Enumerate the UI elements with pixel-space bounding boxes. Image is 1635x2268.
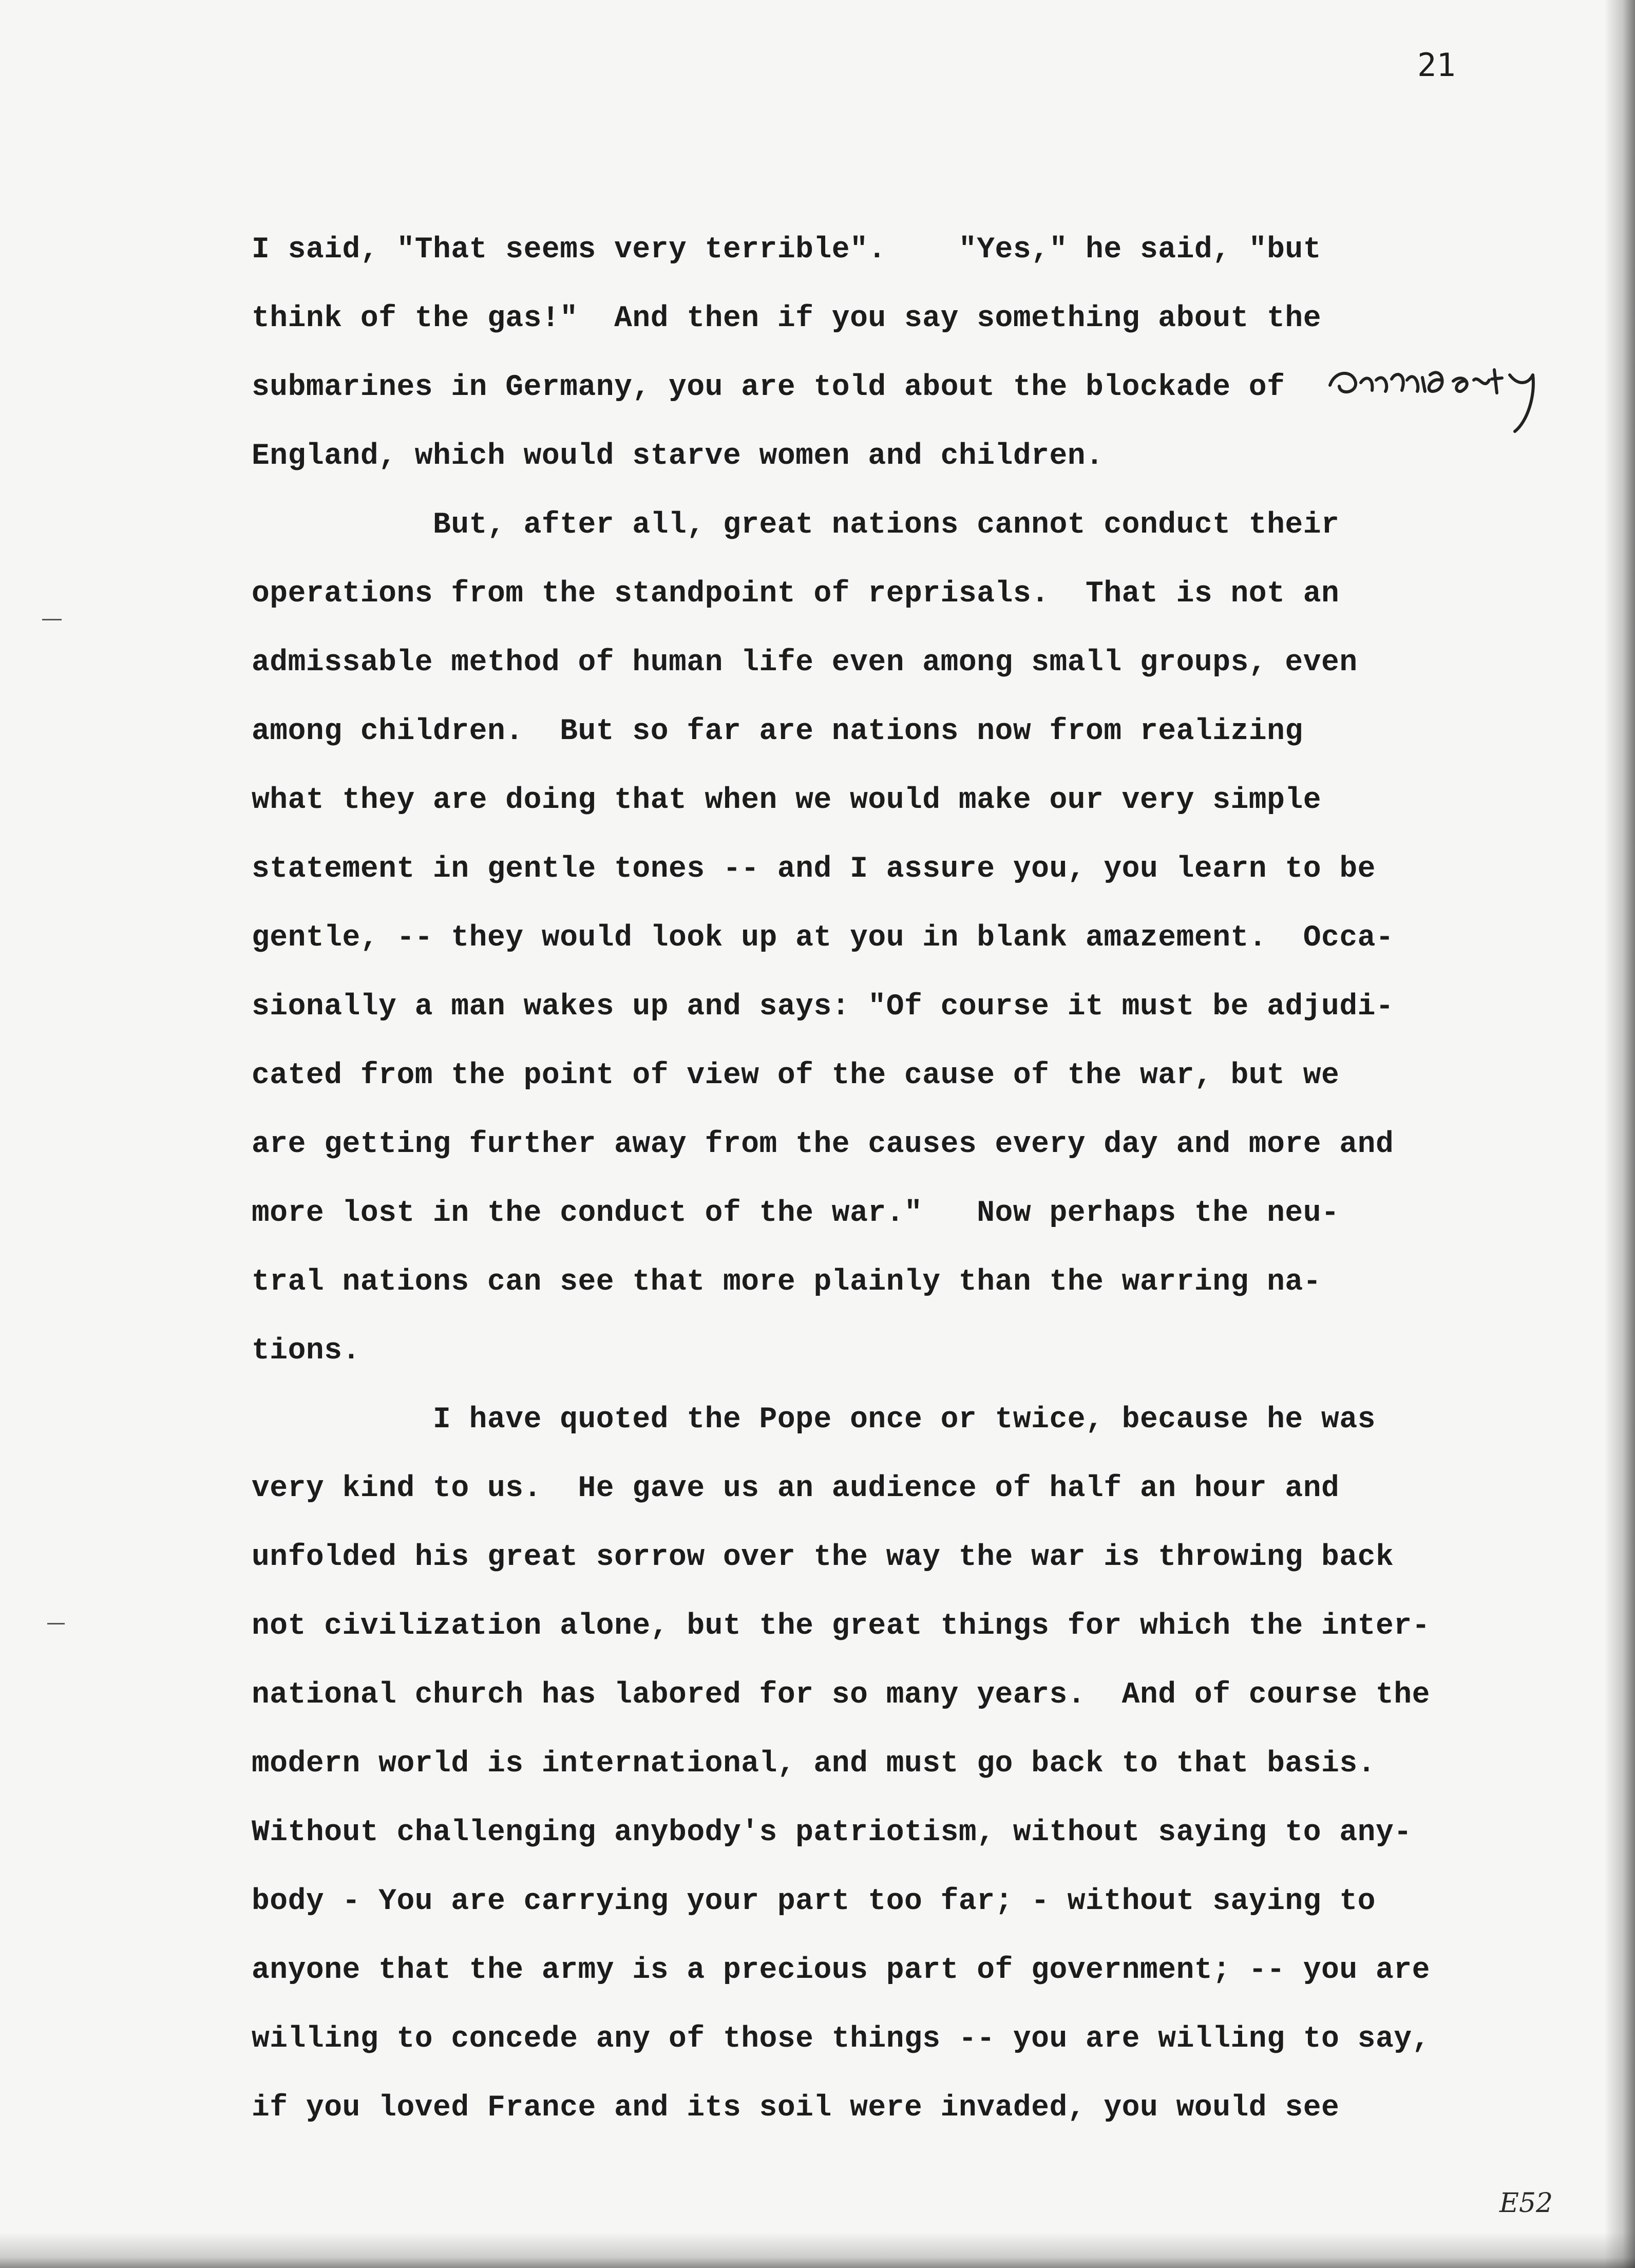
margin-mark (42, 619, 62, 620)
text-line: submarines in Germany, you are told about the blockade of (252, 371, 1285, 404)
text-line: body - You are carrying your part too far; - without saying to (252, 1885, 1376, 1918)
text-line: what they are doing that when we would make our very simple (252, 784, 1322, 817)
text-line: I said, "That seems very terrible". "Yes," he said, "but (252, 233, 1322, 267)
text-line: anyone that the army is a precious part of government; -- you are (252, 1954, 1430, 1987)
text-line: England, which would starve women and children. (252, 440, 1104, 473)
typed-body-text (252, 216, 1525, 2143)
text-line: modern world is international, and must go back to that basis. (252, 1747, 1376, 1781)
text-line: willing to concede any of those things -- you are willing to say, (252, 2023, 1430, 2056)
text-line: I have quoted the Pope once or twice, because he was (252, 1403, 1376, 1437)
text-line: very kind to us. He gave us an audience of half an hour and (252, 1472, 1340, 1505)
margin-mark (47, 1623, 65, 1624)
text-line: operations from the standpoint of reprisals. That is not an (252, 577, 1340, 611)
text-line: among children. But so far are nations now from realizing (252, 715, 1303, 748)
page-edge-shadow-right (1604, 0, 1635, 2268)
text-line: are getting further away from the causes every day and more and (252, 1128, 1394, 1161)
text-line: more lost in the conduct of the war." Now perhaps the neu- (252, 1197, 1340, 1230)
text-line: think of the gas!" And then if you say something about the (252, 302, 1322, 335)
text-line: cated from the point of view of the cause of the war, but we (252, 1059, 1340, 1092)
text-line: not civilization alone, but the great things for which the inter- (252, 1610, 1430, 1643)
text-line: sionally a man wakes up and says: "Of course it must be adjudi- (252, 990, 1394, 1024)
text-line: statement in gentle tones -- and I assure you, you learn to be (252, 853, 1376, 886)
archive-mark: E52 (1499, 2188, 1553, 2219)
text-line: national church has labored for so many years. And of course the (252, 1678, 1430, 1712)
text-line: unfolded his great sorrow over the way the war is throwing back (252, 1541, 1394, 1574)
handwritten-annotation (1325, 354, 1566, 442)
text-line: tral nations can see that more plainly than the warring na- (252, 1265, 1322, 1299)
text-line: But, after all, great nations cannot conduct their (252, 508, 1340, 542)
text-line: gentle, -- they would look up at you in blank amazement. Occa- (252, 921, 1394, 955)
page-number: 21 (1417, 46, 1456, 84)
text-line: admissable method of human life even among small groups, even (252, 646, 1358, 679)
handwriting-icon (1325, 354, 1566, 442)
text-line: Without challenging anybody's patriotism, without saying to any- (252, 1816, 1412, 1849)
text-line: tions. (252, 1334, 360, 1368)
page-edge-shadow-bottom (0, 2232, 1635, 2268)
text-line: if you loved France and its soil were invaded, you would see (252, 2091, 1340, 2125)
